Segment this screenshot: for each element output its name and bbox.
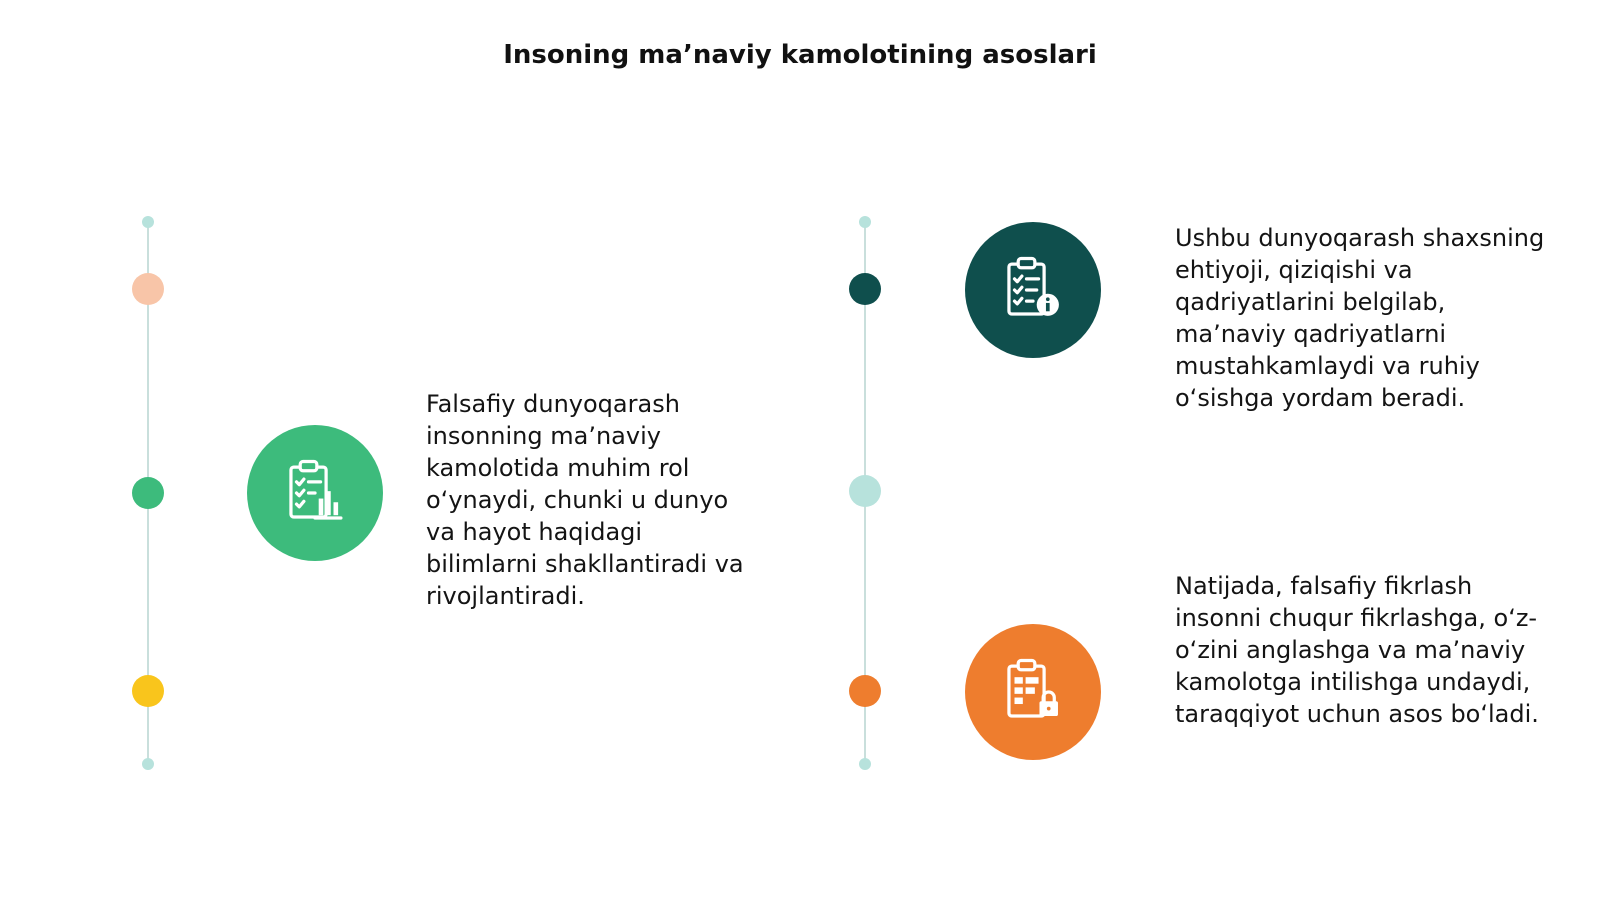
right-timeline-dark-dot — [849, 273, 881, 305]
item-1-text: Falsafiy dunyoqarash insonning ma’naviy kamolotida muhim rol o‘ynaydi, chunki u dunyo va hayot haqidagi bilimlarni shakllantiradi va rivojlantiradi. — [426, 390, 744, 610]
right-timeline-mint-dot — [849, 475, 881, 507]
right-timeline-start-dot — [859, 216, 871, 228]
left-timeline-end-dot — [142, 758, 154, 770]
left-timeline-yellow-dot — [132, 675, 164, 707]
clipboard-info-icon — [965, 222, 1101, 358]
item-3-text: Natijada, falsafiy fikrlash insonni chuqur fikrlashga, o‘z-o‘zini anglashga va ma’naviy kamolotga intilishga undaydi, taraqqiyot uchun asos bo‘ladi. — [1175, 572, 1539, 728]
left-timeline-green-dot — [132, 477, 164, 509]
right-timeline-end-dot — [859, 758, 871, 770]
right-timeline-orange-dot — [849, 675, 881, 707]
left-timeline-start-dot — [142, 216, 154, 228]
item-2-text: Ushbu dunyoqarash shaxsning ehtiyoji, qiziqishi va qadriyatlarini belgilab, ma’naviy qadriyatlarni mustahkamlaydi va ruhiy o‘sishga yordam beradi. — [1175, 224, 1545, 412]
clipboard-chart-icon — [247, 425, 383, 561]
left-timeline-peach-dot — [132, 273, 164, 305]
clipboard-lock-icon — [965, 624, 1101, 760]
page-title: Insoning ma’naviy kamolotining asoslari — [503, 40, 1097, 70]
